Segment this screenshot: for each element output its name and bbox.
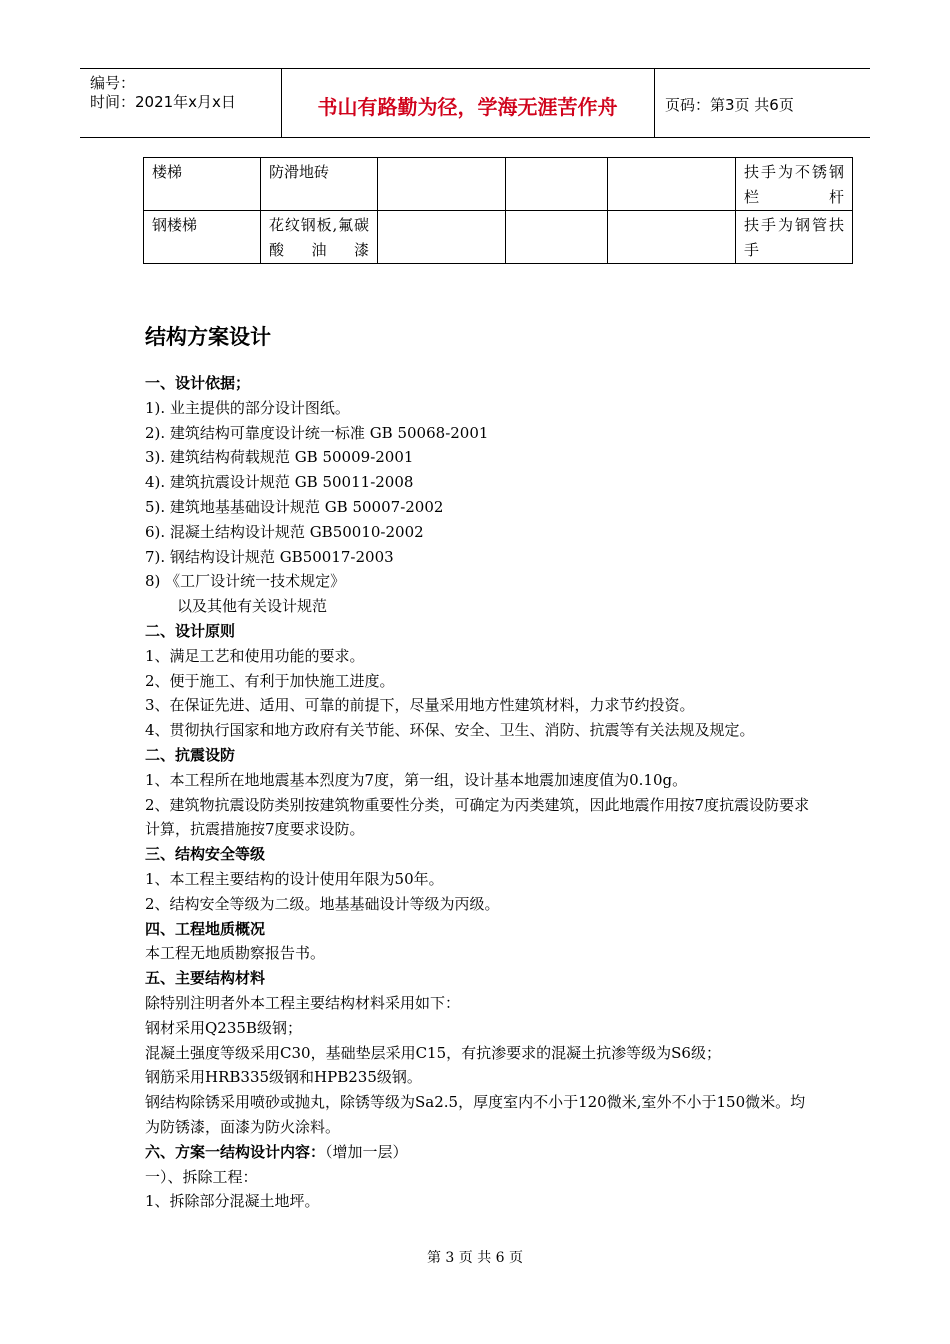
list-item: 7). 钢结构设计规范 GB50017-2003 [145,547,394,566]
list-item: 2、结构安全等级为二级。地基基础设计等级为丙级。 [145,894,500,913]
paragraph: 本工程无地质勘察报告书。 [145,944,326,963]
list-item: 4、贯彻执行国家和地方政府有关节能、环保、安全、卫生、消防、抗震等有关法规及规定。 [145,721,755,740]
table-cell: 扶手为钢管扶手 [736,211,853,264]
heading-seismic: 二、抗震设防 [145,745,236,764]
paragraph: 钢结构除锈采用喷砂或抛丸，除锈等级为Sa2.5，厚度室内不小于120微米,室外不小于150微米。均为防锈漆，面漆为防火涂料。 [145,1093,806,1136]
list-item: 5). 建筑地基基础设计规范 GB 50007-2002 [145,497,444,516]
header-page-number: 页码：第3页 共6页 [665,96,794,114]
heading-design-basis: 一、设计依据； [145,374,251,392]
table-cell [608,211,736,264]
table-row [144,158,853,211]
paragraph: 钢材采用Q235B级钢； [145,1018,302,1037]
table-cell [378,211,506,264]
header-right-cell [655,69,870,137]
paragraph: 除特别注明者外本工程主要结构材料采用如下： [145,993,461,1012]
list-item: 3、在保证先进、适用、可靠的前提下，尽量采用地方性建筑材料，力求节约投资。 [145,696,695,715]
materials-table [143,157,853,264]
heading-scheme-one [145,1140,825,1165]
heading-note: （增加一层） [325,1142,408,1161]
list-item: 1、本工程所在地地震基本烈度为7度，第一组，设计基本地震加速度值为0.10g。 [145,770,688,789]
table-cell: 楼梯 [144,158,261,211]
paragraph: 钢筋采用HRB335级钢和HPB235级钢。 [145,1068,422,1087]
table-cell [378,158,506,211]
heading-geology: 四、工程地质概况 [145,919,266,938]
table-cell [506,158,608,211]
heading-text: 六、方案一结构设计内容： [145,1142,326,1161]
list-item: 2、建筑物抗震设防类别按建筑物重要性分类，可确定为丙类建筑，因此地震作用按7度抗震设防要求计算，抗震措施按7度要求设防。 [145,795,810,839]
table-cell [506,211,608,264]
header-motto: 书山有路勤为径，学海无涯苦作舟 [317,95,618,119]
table-cell: 花纹钢板,氟碳酸油漆 [261,211,378,264]
document-date: 时间：2021年x月x日 [90,93,236,111]
list-item: 1、拆除部分混凝土地坪。 [145,1192,320,1211]
heading-materials: 五、主要结构材料 [145,969,266,988]
list-item: 1). 业主提供的部分设计图纸。 [145,398,350,417]
list-item: 1、满足工艺和使用功能的要求。 [145,646,365,665]
section-title: 结构方案设计 [145,325,271,349]
table-cell [608,158,736,211]
list-item: 2、便于施工、有利于加快施工进度。 [145,671,395,690]
header-left-cell [80,69,282,137]
table-cell: 钢楼梯 [144,211,261,264]
page-header [80,68,870,138]
heading-safety-grade: 三、结构安全等级 [145,845,266,864]
main-content [145,320,825,1214]
list-item: 8) 《工厂设计统一技术规定》 [145,572,346,591]
list-item: 以及其他有关设计规范 [177,597,328,616]
table-row [144,211,853,264]
header-center-cell [281,69,655,137]
list-item: 1、本工程主要结构的设计使用年限为50年。 [145,869,444,888]
paragraph: 混凝土强度等级采用C30，基础垫层采用C15，有抗渗要求的混凝土抗渗等级为S6级； [145,1043,721,1062]
document-code-label: 编号： [90,74,136,92]
list-item: 6). 混凝土结构设计规范 GB50010-2002 [145,522,424,541]
table-cell: 防滑地砖 [261,158,378,211]
list-item: 2). 建筑结构可靠度设计统一标准 GB 50068-2001 [145,423,489,442]
list-item: 4). 建筑抗震设计规范 GB 50011-2008 [145,473,414,492]
table-cell: 扶手为不锈钢栏杆 [736,158,853,211]
heading-design-principles: 二、设计原则 [145,621,236,640]
page-footer: 第 3 页 共 6 页 [426,1250,524,1266]
subheading-demolition: 一）、拆除工程： [145,1167,258,1186]
list-item: 3). 建筑结构荷载规范 GB 50009-2001 [145,448,414,467]
